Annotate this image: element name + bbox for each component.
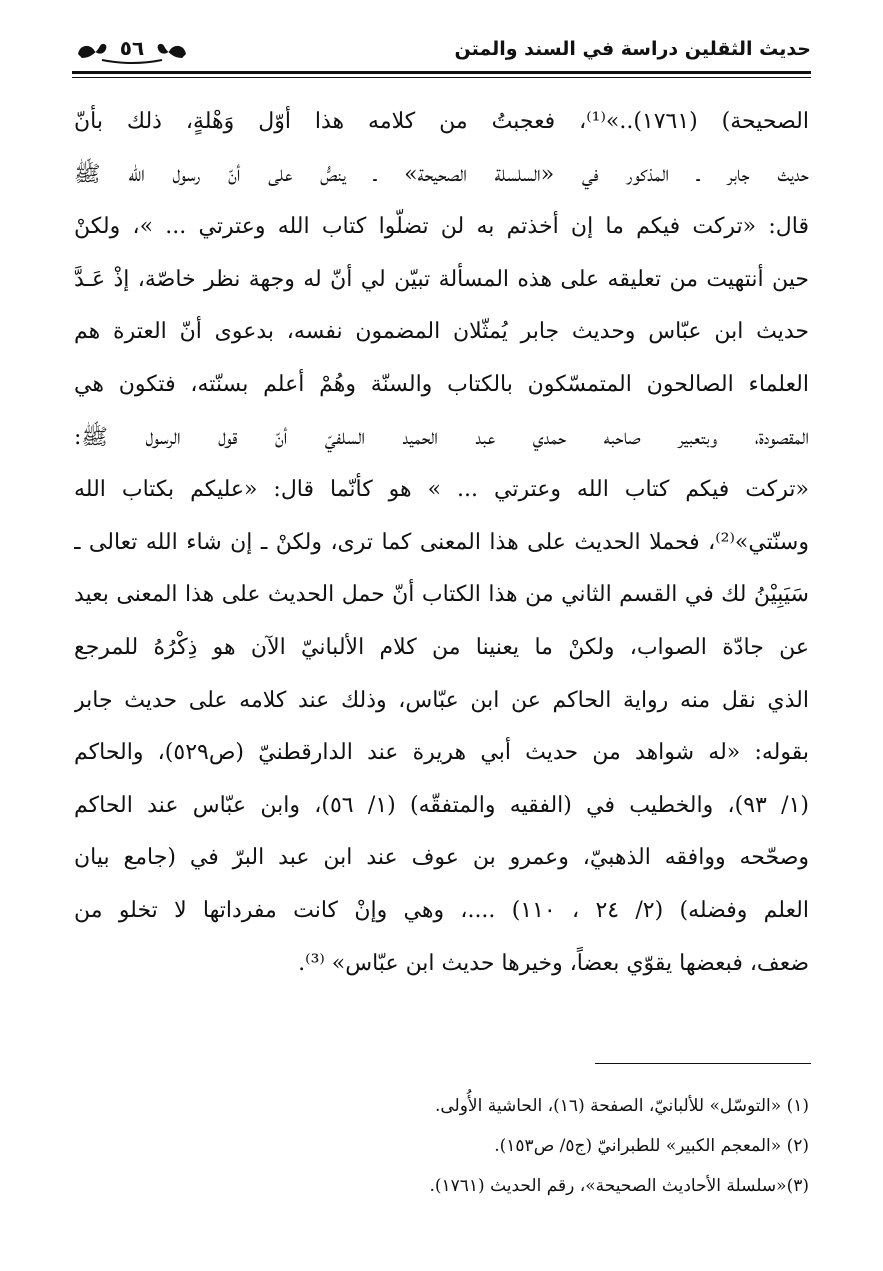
- header-rule: [72, 71, 811, 74]
- text-line: سَيَبِيْنُ لك في القسم الثاني من هذا الكتاب أنّ حمل الحديث على هذا المعنى بعيد: [74, 582, 809, 608]
- text-line: (١/ ٩٣)، والخطيب في (الفقيه والمتفقّه) (١/ ٥٦)، وابن عبّاس عند الحاكم: [74, 792, 809, 818]
- text-line: المقصودة، وبتعبير صاحبه حمدي عبد الحميد السلفيّ أنّ قول الرسول ﷺ:: [74, 424, 809, 450]
- text-line: حين أنتهيت من تعليقه على هذه المسألة تبيّن لي أنّ له وجهة نظر خاصّة، إذْ عَـدَّ: [74, 266, 809, 292]
- text-line: حديث جابر ـ المذكور في «السلسلة الصحيحة» ـ ينصُّ على أنّ رسول الله ﷺ: [74, 161, 809, 187]
- left-flourish-icon: [78, 44, 106, 58]
- text-line: حديث ابن عبّاس وحديث جابر يُمثّلان المضمون نفسه، بدعوى أنّ العترة هم: [74, 319, 809, 345]
- text-line: بقوله: «له شواهد من حديث أبي هريرة عند الدارقطنيّ (ص٥٢٩)، والحاكم: [74, 740, 809, 766]
- text-line: الصحيحة) (١٧٦١)..»⁽¹⁾، فعجبتُ من كلامه هذا أوّل وَهْلةٍ، ذلك بأنّ: [74, 109, 809, 134]
- text-line: العلم وفضله) (٢/ ٢٤ ، ١١٠) ....، وهي وإنْ كانت مفرداتها لا تخلو من: [74, 897, 809, 923]
- running-title: حديث الثقلين دراسة في السند والمتن: [454, 38, 811, 60]
- footnote-3: (٣)«سلسلة الأحاديث الصحيحة»، رقم الحديث (١٧٦١).: [429, 1176, 809, 1196]
- right-flourish-icon: [158, 44, 186, 58]
- footnote-2: (٢) «المعجم الكبير» للطبرانيّ (ج٥/ ص١٥٣).: [494, 1136, 809, 1156]
- swash-icon: [102, 60, 162, 63]
- page-number: ٥٦: [119, 36, 145, 60]
- text-line: ضعف، فبعضها يقوّي بعضاً، وخيرها حديث ابن عبّاس» ⁽³⁾.: [298, 950, 809, 976]
- text-line: الذي نقل منه رواية الحاكم عن ابن عبّاس، وذلك عند كلامه على حديث جابر: [74, 687, 809, 713]
- text-line: وصحّحه ووافقه الذهبيّ، وعمرو بن عوف عند ابن عبد البرّ في (جامع بيان: [74, 845, 809, 871]
- footnotes: [74, 1086, 809, 1206]
- footnote-separator: [595, 1063, 811, 1064]
- page-number-ornament: [72, 34, 192, 66]
- text-line: العلماء الصالحون المتمسّكون بالكتاب والسنّة وهُمْ أعلم بسنّته، فتكون هي: [74, 371, 809, 397]
- text-line: «تركت فيكم كتاب الله وعترتي ... » هو كأنّما قال: «عليكم بكتاب الله: [74, 477, 809, 503]
- text-line: قال: «تركت فيكم ما إن أخذتم به لن تضلّوا كتاب الله وعترتي ... »، ولكنْ: [74, 214, 809, 240]
- text-line: عن جادّة الصواب، ولكنْ ما يعنينا من كلام الألبانيّ الآن هو ذِكْرُهُ للمرجع: [74, 634, 809, 660]
- main-text: [74, 96, 809, 990]
- footnote-1: (١) «التوسّل» للألبانيّ، الصفحة (١٦)، الحاشية الأُولى.: [434, 1096, 809, 1116]
- header-rule-thin: [72, 77, 811, 78]
- text-line: وسنّتي»⁽²⁾، فحملا الحديث على هذا المعنى كما ترى، ولكنْ ـ إن شاء الله تعالى ـ: [74, 529, 809, 555]
